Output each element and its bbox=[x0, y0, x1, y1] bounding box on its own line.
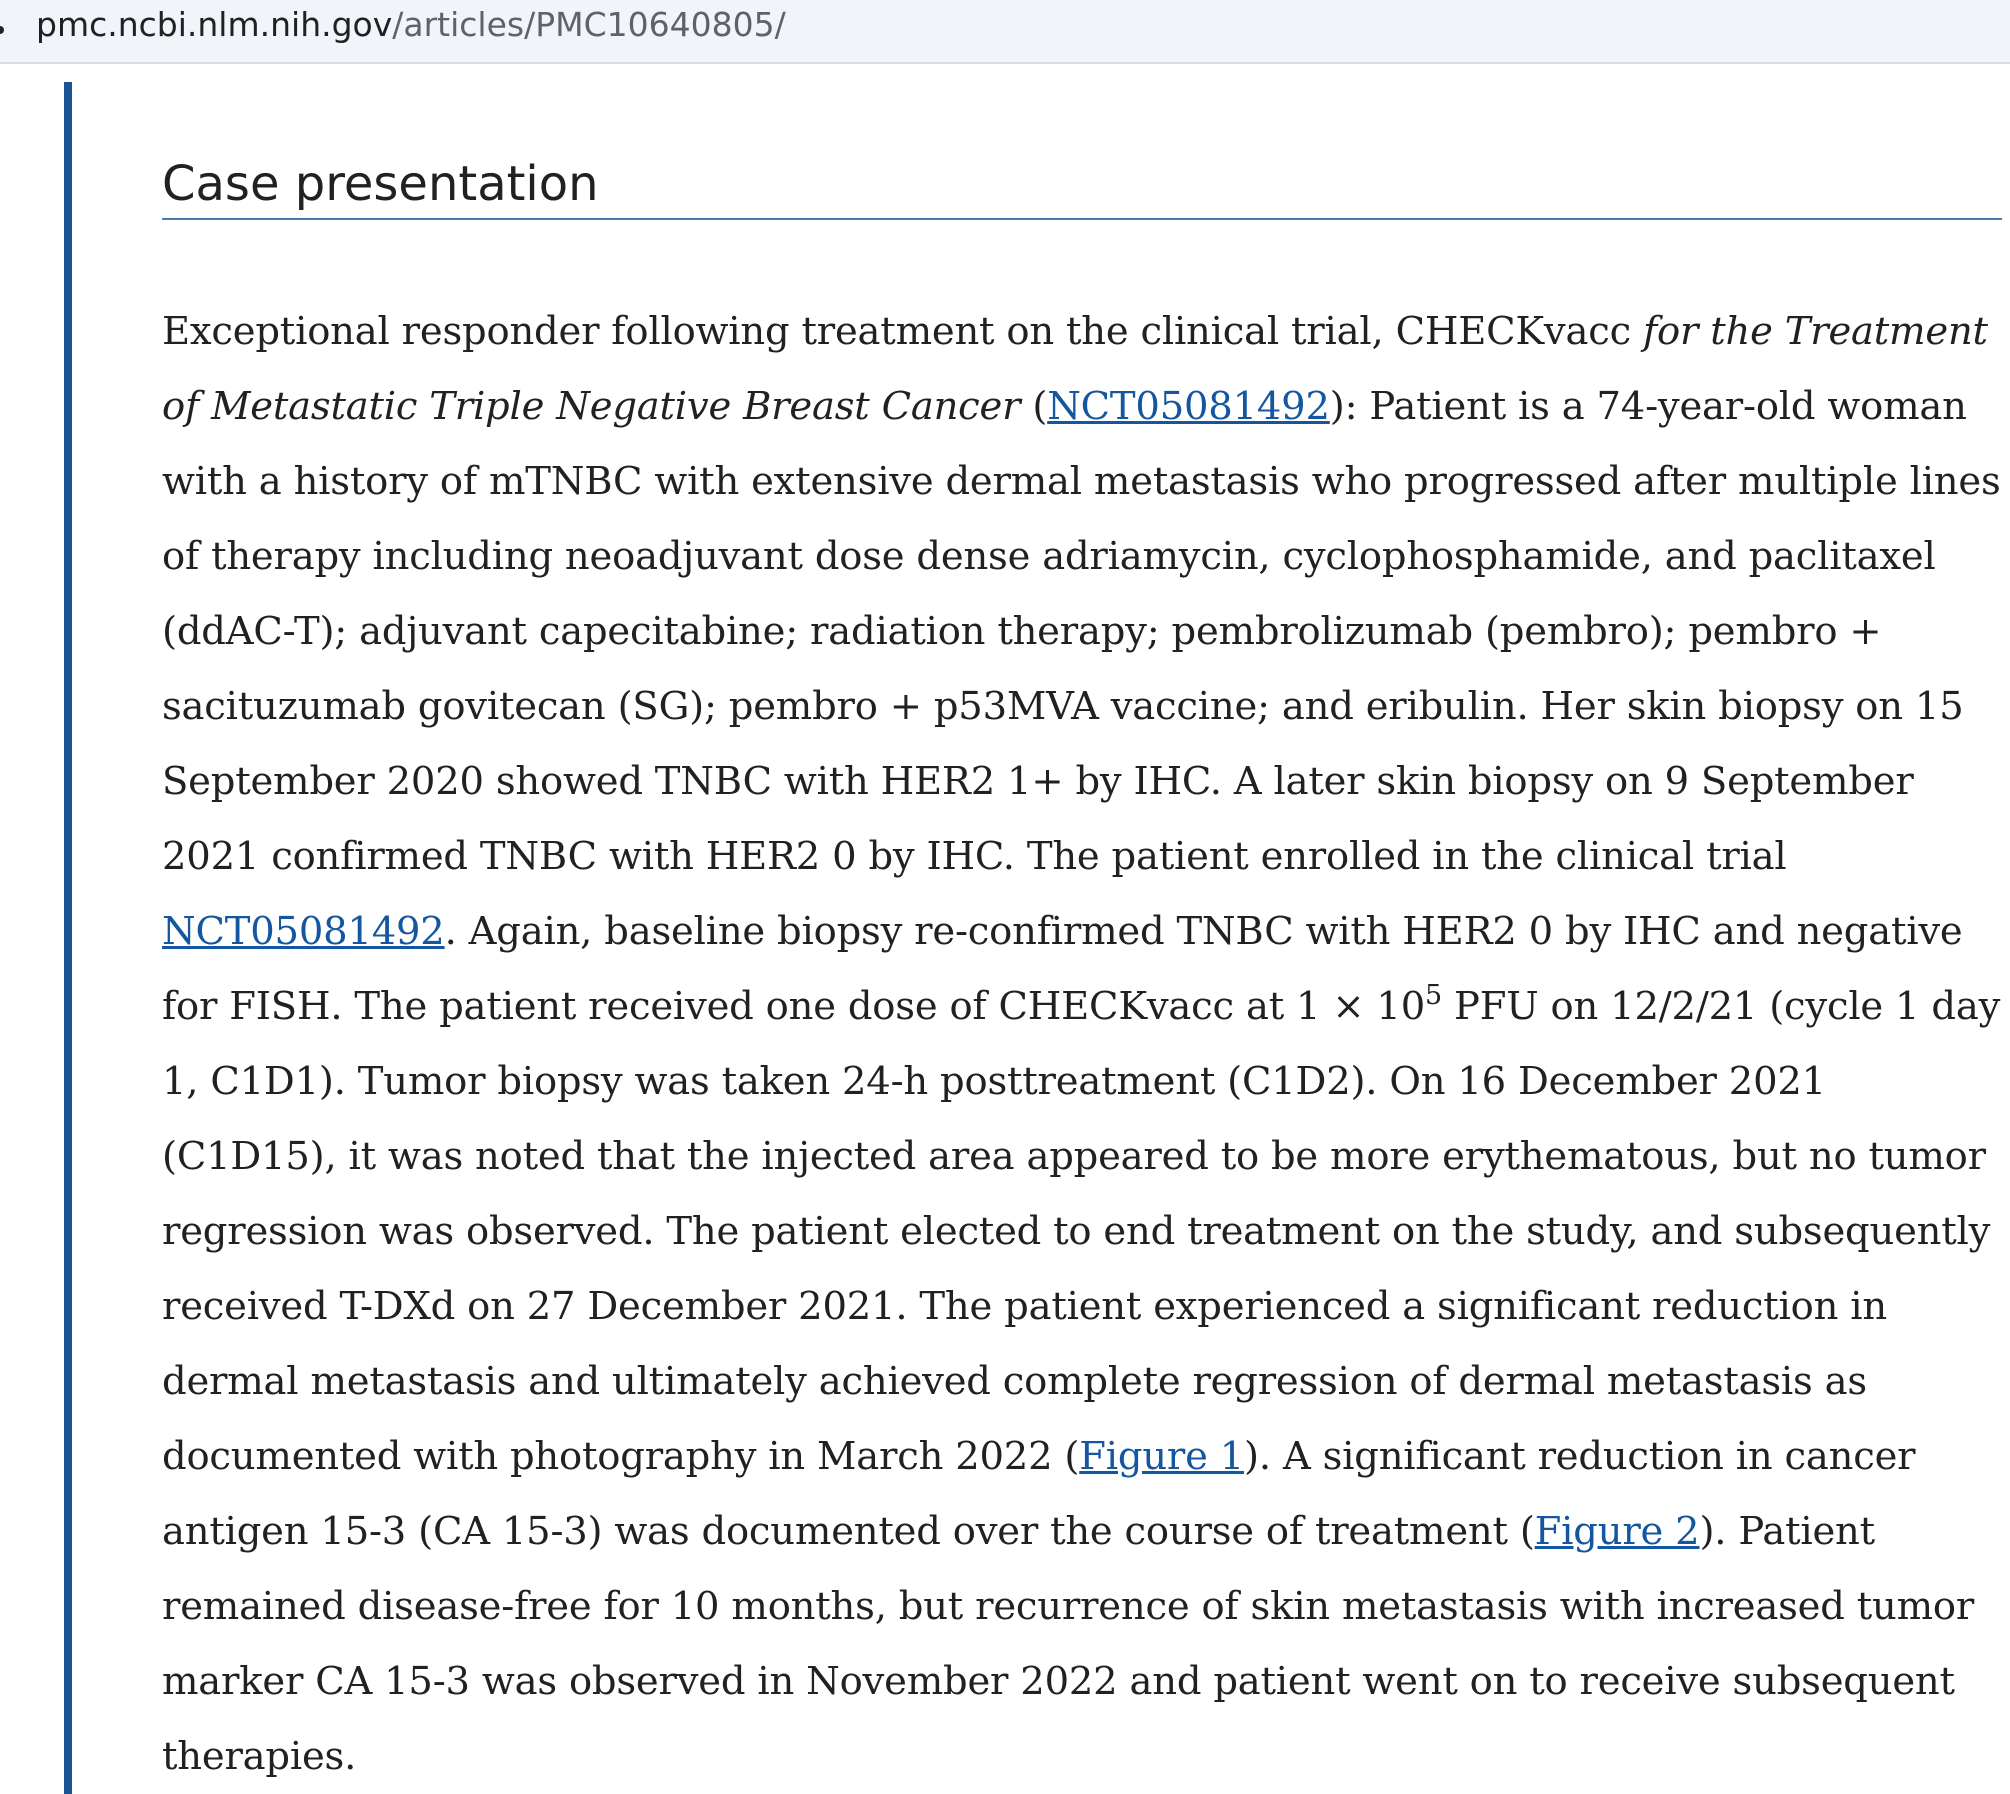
url-path: /articles/PMC10640805/ bbox=[392, 5, 786, 44]
text-run: ( bbox=[1020, 384, 1048, 429]
trial-link-nct05081492[interactable]: NCT05081492 bbox=[1047, 384, 1330, 429]
text-run: Exceptional responder following treatment on the clinical trial, CHECKvacc bbox=[162, 309, 1643, 354]
text-run: ): Patient is a 74-year-old woman with a history of mTNBC with extensive dermal metastasis who progressed after multiple lines of therapy including neoadjuvant dose dense adriamycin, cyclophosphamide, and paclitaxel (ddAC-T); adjuvant capecitabine; radiation therapy; pembrolizumab (pembro); pembro + sacituzumab govitecan (SG); pembro + p53MVA vaccine; and eribulin. Her skin biopsy on 15 September 2020 showed TNBC with HER2 1+ by IHC. A later skin biopsy on 9 September 2021 confirmed TNBC with HER2 0 by IHC. The patient enrolled in the clinical trial bbox=[162, 384, 2001, 879]
text-run: . Again, baseline biopsy re-confirmed TNBC with HER2 0 by IHC and negative for FISH. The patient received one dose of CHECKvacc at 1 × 10 bbox=[162, 909, 1963, 1029]
text-run: PFU on 12/2/21 (cycle 1 day 1, C1D1). Tumor biopsy was taken 24-h posttreatment (C1D2). On 16 December 2021 (C1D15), it was noted that the injected area appeared to be more erythematous, but no tumor regression was observed. The patient elected to end treatment on the study, and subsequently received T-DXd on 27 December 2021. The patient experienced a significant reduction in dermal metastasis and ultimately achieved complete regression of dermal metastasis as documented with photography in March 2022 ( bbox=[162, 984, 2001, 1479]
url-text[interactable] bbox=[36, 4, 786, 46]
page-info-icon[interactable] bbox=[0, 26, 4, 34]
exponent: 5 bbox=[1425, 980, 1443, 1011]
trial-title-italic: for the Treatment of Metastatic Triple Negative Breast Cancer bbox=[162, 309, 1988, 429]
text-run: ). A significant reduction in cancer antigen 15-3 (CA 15-3) was documented over the course of treatment ( bbox=[162, 1434, 1916, 1554]
section-accent-border bbox=[64, 82, 72, 1794]
url-host: pmc.ncbi.nlm.nih.gov bbox=[36, 5, 393, 44]
case-paragraph bbox=[162, 294, 2004, 1794]
heading-divider bbox=[162, 218, 2002, 220]
trial-link-nct05081492-second[interactable]: NCT05081492 bbox=[162, 909, 445, 954]
figure-1-link[interactable]: Figure 1 bbox=[1079, 1434, 1245, 1479]
browser-address-bar[interactable] bbox=[0, 0, 2010, 64]
section-heading: Case presentation bbox=[162, 156, 599, 212]
article-section bbox=[0, 82, 2010, 1794]
text-run: ). Patient remained disease-free for 10 months, but recurrence of skin metastasis with increased tumor marker CA 15-3 was observed in November 2022 and patient went on to receive subsequent therapies. bbox=[162, 1509, 1975, 1779]
figure-2-link[interactable]: Figure 2 bbox=[1534, 1509, 1700, 1554]
